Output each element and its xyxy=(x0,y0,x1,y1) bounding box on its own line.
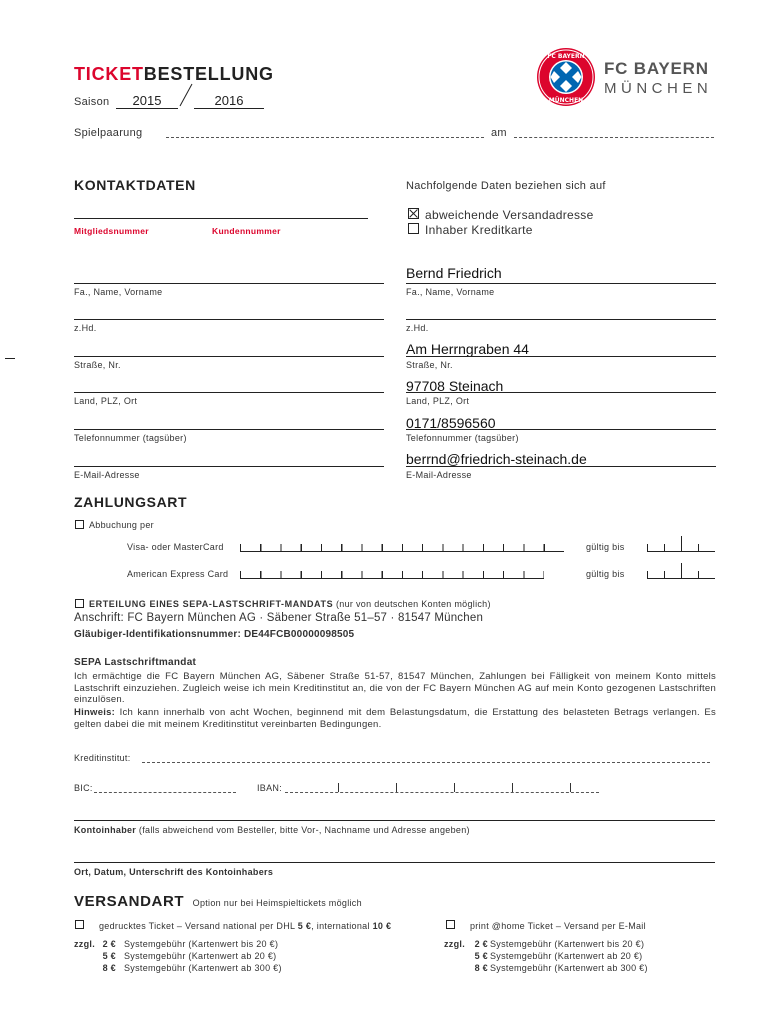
left-zzgl-label: zzgl. xyxy=(74,939,95,949)
right-field-line-1[interactable] xyxy=(406,319,716,320)
checkbox-sepa[interactable] xyxy=(75,599,84,608)
saison-from-field[interactable] xyxy=(116,94,178,109)
right-field-line-0[interactable] xyxy=(406,283,716,284)
checkbox-print-at-home[interactable] xyxy=(446,920,455,929)
print-at-home-label: print @home Ticket – Versand per E-Mail xyxy=(470,921,646,931)
hinweis-text: Ich kann innerhalb von acht Wochen, beginnend mit dem Belastungsdatum, die Erstattung des belasteten Betrags verlangen. Es gelten dabei die mit meinem Kreditinstitut vereinbarten Bedingungen. xyxy=(74,707,717,730)
right-fee-amount-2: 8 € xyxy=(474,963,488,973)
amex-expiry-separator xyxy=(681,563,682,578)
left-field-line-5[interactable] xyxy=(74,466,384,467)
mitglied-label: Mitgliedsnummer xyxy=(74,226,149,236)
iban-group-separator-2 xyxy=(396,783,397,792)
hinweis-label: Hinweis: xyxy=(74,707,116,718)
checkbox-printed-ticket[interactable] xyxy=(75,920,84,929)
visa-gueltig-label: gültig bis xyxy=(586,542,625,552)
page-title xyxy=(74,64,274,85)
left-field-line-2[interactable] xyxy=(74,356,384,357)
sepa-note: (nur von deutschen Konten möglich) xyxy=(335,599,491,609)
right-fee-amount-1: 5 € xyxy=(474,951,488,961)
printed-ticket-text: gedrucktes Ticket – Versand national per DHL xyxy=(99,921,295,931)
bic-label: BIC: xyxy=(74,783,93,793)
saison-label: Saison xyxy=(74,96,110,108)
right-field-label-4: Telefonnummer (tagsüber) xyxy=(406,433,519,443)
club-name-line1: FC BAYERN xyxy=(604,59,709,78)
right-field-value-0: Bernd Friedrich xyxy=(406,265,502,281)
checkbox-abbuchung[interactable] xyxy=(75,520,84,529)
am-label: am xyxy=(491,127,507,139)
versand-heading: VERSANDART xyxy=(74,893,185,910)
amex-card-number-field[interactable] xyxy=(240,567,544,579)
iban-group-separator-3 xyxy=(454,783,455,792)
right-zzgl-label: zzgl. xyxy=(444,939,465,949)
right-fee-amount-0: 2 € xyxy=(474,939,488,949)
right-field-label-0: Fa., Name, Vorname xyxy=(406,287,495,297)
left-fee-amount-0: 2 € xyxy=(102,939,116,949)
abbuchung-label: Abbuchung per xyxy=(89,520,154,530)
amex-gueltig-label: gültig bis xyxy=(586,569,625,579)
right-field-line-4[interactable] xyxy=(406,429,716,430)
left-fee-amount-2: 8 € xyxy=(102,963,116,973)
left-field-line-0[interactable] xyxy=(74,283,384,284)
checkbox-inhaber-kreditkarte[interactable] xyxy=(408,223,419,234)
right-fee-text-1: Systemgebühr (Kartenwert ab 20 €) xyxy=(490,951,643,961)
svg-text:FC BAYERN: FC BAYERN xyxy=(547,53,585,60)
versand-heading-row xyxy=(74,893,362,911)
iban-group-separator-1 xyxy=(338,783,339,792)
right-field-value-3: 97708 Steinach xyxy=(406,378,504,394)
visa-expiry-separator xyxy=(681,536,682,551)
left-fee-text-0: Systemgebühr (Kartenwert bis 20 €) xyxy=(124,939,279,949)
signature-label: Ort, Datum, Unterschrift des Kontoinhabers xyxy=(74,867,274,877)
checkbox-abweichende-versandadresse[interactable] xyxy=(408,208,419,219)
mitglied-line xyxy=(74,218,368,219)
anschrift: Anschrift: FC Bayern München AG · Säbener Straße 51–57 · 81547 München xyxy=(74,612,484,624)
title-bestellung: BESTELLUNG xyxy=(143,64,274,84)
saison-from-value: 2015 xyxy=(132,93,162,108)
right-field-value-2: Am Herrngraben 44 xyxy=(406,341,529,357)
right-field-label-5: E-Mail-Adresse xyxy=(406,470,472,480)
kontoinhaber-note: (falls abweichend vom Besteller, bitte Vor-, Nachname und Adresse angeben) xyxy=(138,825,470,835)
mandat-title: SEPA Lastschriftmandat xyxy=(74,657,197,668)
left-field-label-1: z.Hd. xyxy=(74,323,97,333)
title-ticket: TICKET xyxy=(74,64,144,84)
kreditinstitut-label: Kreditinstitut: xyxy=(74,753,131,763)
kreditinstitut-field[interactable] xyxy=(142,762,710,763)
right-field-label-2: Straße, Nr. xyxy=(406,360,453,370)
sepa-title-bold: ERTEILUNG EINES SEPA-LASTSCHRIFT-MANDATS xyxy=(89,599,334,609)
kontoinhaber-bold: Kontoinhaber xyxy=(74,825,137,835)
kontakt-heading: KONTAKTDATEN xyxy=(74,177,196,193)
zahlung-heading: ZAHLUNGSART xyxy=(74,494,188,510)
kontoinhaber-label xyxy=(74,825,470,835)
margin-mark xyxy=(5,358,15,359)
saison-to-field[interactable] xyxy=(194,94,264,109)
left-field-label-0: Fa., Name, Vorname xyxy=(74,287,163,297)
left-field-line-1[interactable] xyxy=(74,319,384,320)
spielpaarung-label: Spielpaarung xyxy=(74,127,143,139)
bic-field[interactable] xyxy=(94,792,236,793)
kontoinhaber-line[interactable] xyxy=(74,820,715,821)
sepa-title xyxy=(89,599,491,609)
svg-text:MÜNCHEN: MÜNCHEN xyxy=(548,97,584,104)
right-field-line-2[interactable] xyxy=(406,356,716,357)
right-fee-text-0: Systemgebühr (Kartenwert bis 20 €) xyxy=(490,939,645,949)
right-field-label-3: Land, PLZ, Ort xyxy=(406,396,470,406)
fc-bayern-logo-icon xyxy=(536,47,596,107)
iban-group-separator-4 xyxy=(512,783,513,792)
saison-to-value: 2016 xyxy=(214,93,244,108)
left-field-label-3: Land, PLZ, Ort xyxy=(74,396,138,406)
signature-line[interactable] xyxy=(74,862,715,863)
opt-inhaber-label: Inhaber Kreditkarte xyxy=(425,223,533,237)
left-field-label-4: Telefonnummer (tagsüber) xyxy=(74,433,187,443)
left-fee-text-2: Systemgebühr (Kartenwert ab 300 €) xyxy=(124,963,282,973)
printed-ticket-intl-price: 10 € xyxy=(372,921,392,931)
printed-ticket-dhl-price: 5 € xyxy=(297,921,312,931)
right-field-value-5: berrnd@friedrich-steinach.de xyxy=(406,451,587,467)
left-field-line-3[interactable] xyxy=(74,392,384,393)
right-field-label-1: z.Hd. xyxy=(406,323,429,333)
right-fee-text-2: Systemgebühr (Kartenwert ab 300 €) xyxy=(490,963,648,973)
following-data-label: Nachfolgende Daten beziehen sich auf xyxy=(406,180,606,192)
visa-card-number-field[interactable] xyxy=(240,540,564,552)
left-field-label-5: E-Mail-Adresse xyxy=(74,470,140,480)
iban-field[interactable] xyxy=(285,792,599,793)
left-field-label-2: Straße, Nr. xyxy=(74,360,121,370)
opt-abweichende-label: abweichende Versandadresse xyxy=(425,208,594,222)
hinweis-paragraph xyxy=(74,707,716,730)
iban-label: IBAN: xyxy=(257,783,283,793)
left-fee-text-1: Systemgebühr (Kartenwert ab 20 €) xyxy=(124,951,277,961)
date-field[interactable] xyxy=(514,137,714,138)
versand-subtitle: Option nur bei Heimspieltickets möglich xyxy=(192,898,362,908)
glaeubiger-id: Gläubiger-Identifikationsnummer: DE44FCB00000098505 xyxy=(74,629,355,640)
left-field-line-4[interactable] xyxy=(74,429,384,430)
printed-ticket-mid: , international xyxy=(311,921,370,931)
kunden-label: Kundennummer xyxy=(212,226,281,236)
saison-slash xyxy=(178,82,194,108)
printed-ticket-label xyxy=(99,921,391,931)
spielpaarung-field[interactable] xyxy=(166,137,484,138)
right-field-line-5[interactable] xyxy=(406,466,716,467)
club-name-line2: MÜNCHEN xyxy=(604,80,713,97)
mandat-text: Ich ermächtige die FC Bayern München AG, Säbener Straße 51-57, 81547 München, Zahlungen bei Fälligkeit von meinem Konto mittels Lastschrift einzuziehen. Zugleich weise ich mein Kreditinstitut an, die von der FC Bayern München AG auf mein Konto gezogenen Lastschriften einzulösen. xyxy=(74,671,716,705)
amex-label: American Express Card xyxy=(127,569,229,579)
right-field-value-4: 0171/8596560 xyxy=(406,415,496,431)
right-field-line-3[interactable] xyxy=(406,392,716,393)
iban-group-separator-5 xyxy=(570,783,571,792)
visa-label: Visa- oder MasterCard xyxy=(127,542,224,552)
left-fee-amount-1: 5 € xyxy=(102,951,116,961)
